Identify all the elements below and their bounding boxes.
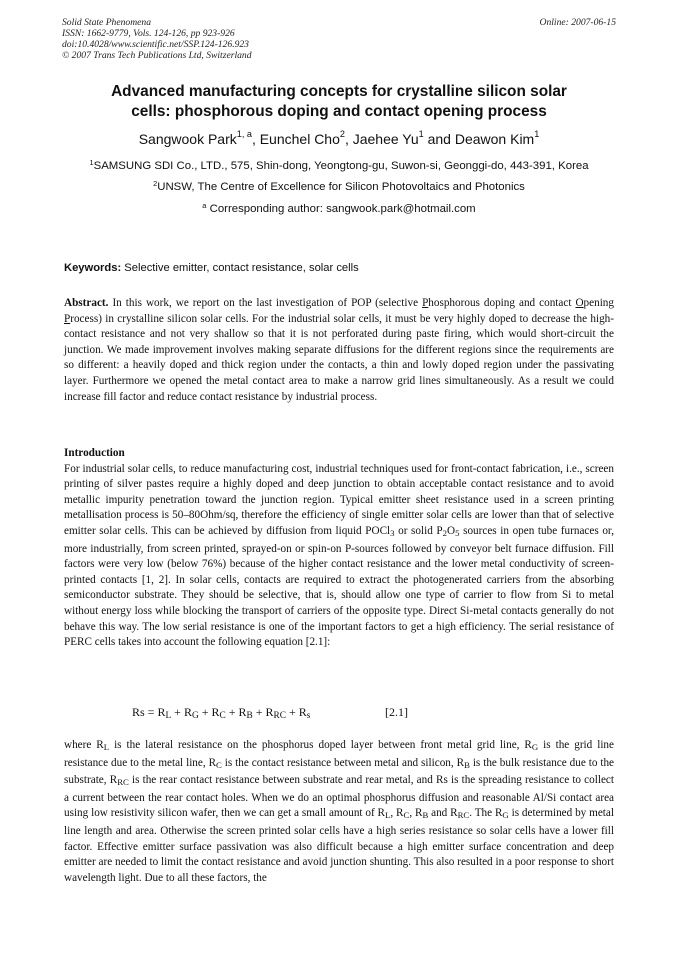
intro-text: O <box>447 524 456 537</box>
abstract-paragraph <box>64 296 614 405</box>
abstract-underline: O <box>575 297 584 309</box>
affiliation-marker: 1 <box>89 158 94 167</box>
equation-subscript: L <box>165 711 172 721</box>
equation-part: Rs = R <box>132 705 166 719</box>
abstract-text: rocess) in crystalline silicon solar cells. For the industrial solar cells, it must be very highly doped to decrease the high-contact resistance and not very shallow so that it is not perforated during paste firing, which would short-circuit the junction. We made improvement involves making separate diffusions for the different regions since the requirements are so different: a heavily doped and thick region under the contacts, a thin and lowly doped region under the passivating layer. Furthermore we opened the metal contact area to make a narrow grid lines simultaneously. As a result we could increase fill factor and reduce contact resistance by industrial process. <box>64 312 614 403</box>
keywords-label: Keywords: <box>64 262 122 274</box>
affiliation-text: SAMSUNG SDI Co., LTD., 575, Shin-dong, Yeongtong-gu, Suwon-si, Geonggi-do, 443-391, Korea <box>93 160 589 172</box>
introduction-paragraph <box>64 462 614 651</box>
body-text: is the lateral resistance on the phosphorus doped layer between front metal grid line, R <box>109 739 532 751</box>
author-superscript: 1 <box>534 129 540 139</box>
body-text: is the bulk resistance due to the substrate, R <box>64 756 615 787</box>
corresponding-email: Corresponding author: sangwook.park@hotmail.com <box>206 203 476 215</box>
author-superscript: 1 <box>418 129 424 139</box>
subscript: C <box>403 810 410 821</box>
equation-subscript: G <box>191 711 199 721</box>
intro-text: For industrial solar cells, to reduce manufacturing cost, industrial techniques used for front-contact fabrication, i.e., screen printing of silver pastes require a highly doped and deep junction to obtain acceptable contact resistance and to avoid metallic impurity penetration toward the junction region. Typical emitter sheet resistance used in a screen printing metallisation process is 50–80Ohm/sq, therefore the efficiency of single emitter solar cells are lower than that of selective emitter solar cells. This can be achieved by diffusion from liquid POCl <box>64 462 614 537</box>
affiliation-text: UNSW, The Centre of Excellence for Silicon Photovoltaics and Photonics <box>157 181 525 193</box>
body-text: is the grid line resistance due to the metal line, R <box>64 739 614 769</box>
author-name: Sangwook Park <box>138 131 237 147</box>
subscript: L <box>385 810 391 821</box>
abstract-label: Abstract. <box>64 297 109 309</box>
subscript: RC <box>117 777 129 788</box>
subscript: B <box>464 759 470 770</box>
keywords <box>64 262 359 274</box>
doi-line: doi:10.4028/www.scientific.net/SSP.124-126.923 <box>62 39 249 50</box>
body-text: . The R <box>469 807 503 820</box>
equation-subscript: s <box>306 711 311 721</box>
equation-subscript: C <box>219 711 226 721</box>
equation-part: + R <box>252 705 274 719</box>
subscript: G <box>531 742 539 752</box>
copyright-line: © 2007 Trans Tech Publications Ltd, Switzerland <box>62 50 252 61</box>
equation-part: + R <box>225 705 247 719</box>
equation-part: + R <box>171 705 192 719</box>
abstract-text: pening <box>583 297 614 309</box>
subscript: 5 <box>455 527 460 538</box>
affiliation-marker: a <box>202 201 207 210</box>
corresponding-author <box>30 203 648 215</box>
body-paragraph <box>64 738 614 886</box>
subscript: B <box>422 810 429 821</box>
equation-2-1 <box>132 705 408 721</box>
equation-subscript: RC <box>273 711 286 721</box>
abstract-text: In this work, we report on the last investigation of POP (selective <box>108 297 423 309</box>
affiliation-2 <box>30 181 648 193</box>
author-list <box>40 131 638 147</box>
issn-line: ISSN: 1662-9779, Vols. 124-126, pp 923-926 <box>62 28 235 39</box>
author-name: , Eunchel Cho <box>251 131 340 147</box>
equation-part: + R <box>198 705 220 719</box>
online-date: Online: 2007-06-15 <box>539 17 616 28</box>
subscript: RC <box>457 810 470 821</box>
title-line-2: cells: phosphorous doping and contact opening process <box>131 103 547 120</box>
equation-number: [2.1] <box>385 705 408 719</box>
body-text: and R <box>428 807 458 820</box>
author-name: , Jaehee Yu <box>344 131 419 147</box>
intro-text: sources in open tube furnaces or, more industrially, from screen printed, sprayed-on or spin-on P-sources followed by conveyor belt furnace diffusion. Fill factors were very low (below 76%) because of the higher contact resistance and the lower metal conductivity of screen-printed contacts [1, 2]. In solar cells, contacts are required to extract the photogenerated carriers from the absorbing semiconductor substrate. They should be selective, that is, should allow one type of carrier to flow from Si to metal without energy loss while blocking the transport of carriers of the opposite type. Direct Si-metal contacts generally do not behave this way. The low serial resistance is one of the important factors to get a high efficiency. The serial resistance of PERC cells takes into account the following equation [2.1]: <box>64 524 614 649</box>
keywords-text: Selective emitter, contact resistance, solar cells <box>121 262 359 274</box>
equation-subscript: B <box>246 711 253 721</box>
subscript: C <box>216 759 222 770</box>
abstract-section <box>64 296 614 405</box>
abstract-underline: P <box>422 297 429 309</box>
introduction-section <box>64 446 614 651</box>
paper-title <box>40 82 638 122</box>
body-continuation <box>64 738 614 886</box>
subscript: L <box>103 742 110 752</box>
author-superscript: 2 <box>339 129 345 139</box>
title-line-1: Advanced manufacturing concepts for crystalline silicon solar <box>111 83 567 100</box>
body-text: is the contact resistance between metal and silicon, R <box>221 756 465 769</box>
subscript: G <box>502 810 509 821</box>
intro-text: or solid P <box>394 524 443 537</box>
abstract-text: hosphorous doping and contact <box>428 297 576 309</box>
body-text: , R <box>409 807 423 820</box>
abstract-underline: P <box>64 312 71 325</box>
introduction-heading: Introduction <box>64 447 125 459</box>
body-text: is determined by metal line length and area. Otherwise the screen printed solar cells have a high series resistance so solar cells have a lower fill factor. Effective emitter surface passivation was also difficult because a high emitter surface concentration and deep emitter are needed to limit the contact resistance and avoid junction shunting. This also resulted in a poor response to short wavelength light. Due to all these factors, the <box>64 807 614 884</box>
journal-name: Solid State Phenomena <box>62 17 151 28</box>
affiliation-1 <box>30 160 648 172</box>
subscript: 2 <box>442 527 448 538</box>
author-name: and Deawon Kim <box>423 131 535 147</box>
author-superscript: 1, a <box>236 129 252 139</box>
body-text: where R <box>64 739 104 751</box>
subscript: 3 <box>390 527 395 538</box>
journal-header <box>62 17 616 61</box>
affiliation-marker: 2 <box>153 179 158 188</box>
body-text: is the rear contact resistance between substrate and rear metal, and Rs is the spreading resistance to collect a current between the rear contact holes. When we do an optimal phosphorus diffusion and reasonable Al/Si contact area using low resistivity silicon wafer, then we can get a small amount of R <box>64 774 614 820</box>
body-text: , R <box>390 807 404 820</box>
equation-part: + R <box>285 705 307 719</box>
